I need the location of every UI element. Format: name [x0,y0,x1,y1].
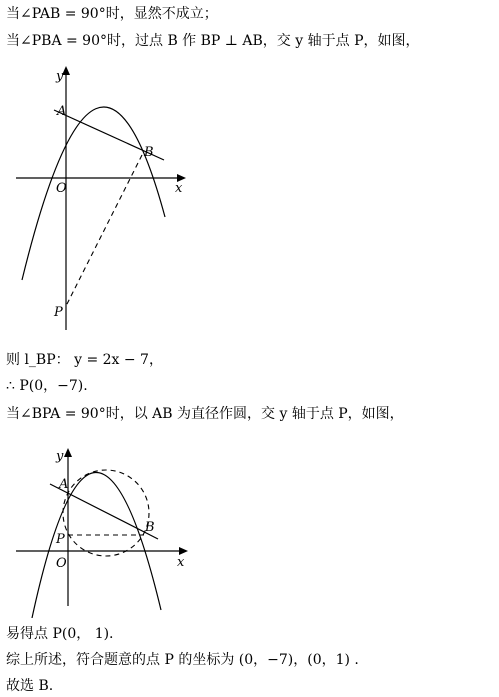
figure-2-label-y: y [56,449,64,464]
figure-1-label-y: y [56,69,64,84]
figure-2-label-a: A [59,477,69,492]
text-line-8: 故选 B. [6,678,54,694]
figure-2-parabola [32,472,161,618]
figure-1-label-o: O [56,181,67,196]
figure-2-label-x: x [177,555,185,570]
figure-2-line-ab [50,484,158,539]
figure-1-label-b: B [144,145,154,160]
figure-2-label-b: B [145,520,155,535]
figure-1-parabola [22,107,165,280]
text-line-4: ∴ P(0，−7). [6,378,88,394]
figure-1-label-x: x [175,181,183,196]
figure-2-label-p: P [56,532,65,547]
figure-2-y-arrow [64,448,72,457]
figure-1-label-a: A [57,104,67,119]
text-line-6: 易得点 P(0， 1). [6,626,114,642]
figure-2-label-o: O [56,556,67,571]
text-line-1: 当∠PAB = 90°时，显然不成立； [6,6,218,22]
figure-1-graph [10,62,210,342]
text-line-7: 综上所述，符合题意的点 P 的坐标为 (0，−7)，(0，1) . [6,652,359,668]
figure-1-label-p: P [54,305,63,320]
text-line-5: 当∠BPA = 90°时，以 AB 为直径作圆，交 y 轴于点 P，如图， [6,406,404,422]
figure-2-x-arrow [179,547,188,555]
text-line-2: 当∠PBA = 90°时，过点 B 作 BP ⊥ AB，交 y 轴于点 P，如图， [6,33,420,49]
text-line-3: 则 l_BP： y = 2x − 7， [6,352,163,368]
figure-2-graph [10,438,210,618]
